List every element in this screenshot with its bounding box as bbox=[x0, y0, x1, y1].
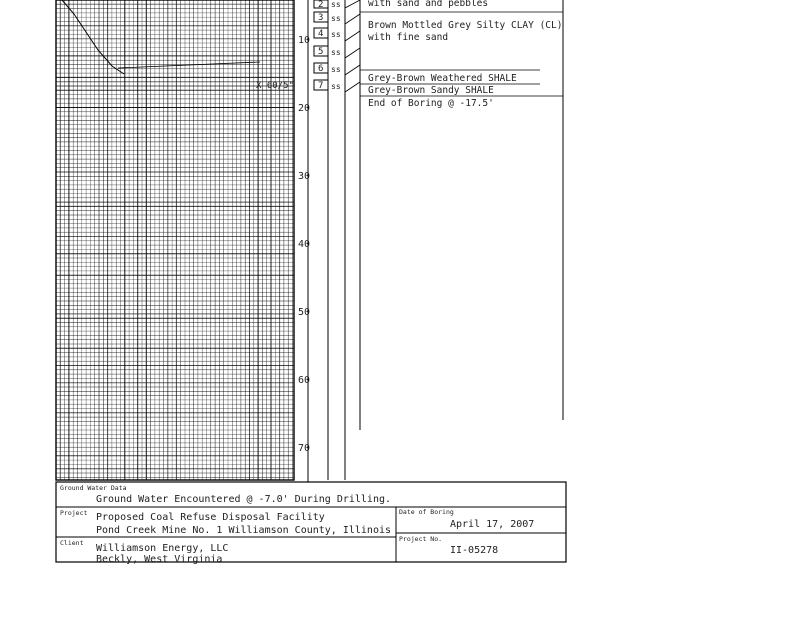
sample-type: ss bbox=[331, 30, 341, 39]
depth-tick: 30 bbox=[298, 171, 311, 182]
sample-number: 3 bbox=[318, 13, 324, 23]
sample-number: 6 bbox=[318, 64, 324, 74]
sample-type: ss bbox=[331, 14, 341, 23]
project-line-2: Pond Creek Mine No. 1 Williamson County, Illinois bbox=[96, 525, 392, 536]
depth-tick: 50 bbox=[298, 307, 311, 318]
client-line-2: Beckly, West Virginia bbox=[96, 554, 223, 565]
project-no-label: Project No. bbox=[399, 535, 443, 543]
client-label: Client bbox=[60, 539, 84, 547]
project-label: Project bbox=[60, 509, 88, 517]
plot-trace bbox=[62, 0, 124, 74]
date-value: April 17, 2007 bbox=[450, 519, 535, 530]
plot-grid bbox=[56, 0, 294, 480]
depth-tick: 70 bbox=[298, 443, 311, 454]
strata-description: with sand and pebbles bbox=[368, 0, 489, 9]
plot-annotation: X 60/5" bbox=[256, 81, 294, 91]
strata-description: Brown Mottled Grey Silty CLAY (CL) bbox=[368, 20, 563, 31]
sample-type: ss bbox=[331, 82, 341, 91]
sample-number: 4 bbox=[318, 29, 324, 39]
strata-description: Grey-Brown Sandy SHALE bbox=[368, 85, 494, 96]
strata-description: End of Boring @ -17.5' bbox=[368, 98, 494, 109]
sample-number: 5 bbox=[318, 47, 324, 57]
project-line-1: Proposed Coal Refuse Disposal Facility bbox=[96, 512, 325, 523]
depth-tick: 10 bbox=[298, 35, 311, 46]
sample-type: ss bbox=[331, 65, 341, 74]
ground-water-label: Ground Water Data bbox=[60, 484, 127, 492]
sample-type: ss bbox=[331, 48, 341, 57]
strata-description: with fine sand bbox=[368, 32, 449, 43]
sample-number: 7 bbox=[318, 81, 324, 91]
ground-water-text: Ground Water Encountered @ -7.0' During Drilling. bbox=[96, 494, 392, 505]
depth-tick: 20 bbox=[298, 103, 311, 114]
project-no-value: II-05278 bbox=[450, 545, 499, 556]
depth-tick: 40 bbox=[298, 239, 311, 250]
client-line-1: Williamson Energy, LLC bbox=[96, 543, 229, 554]
sample-type: ss bbox=[331, 0, 341, 9]
title-block bbox=[56, 482, 566, 565]
plot-line bbox=[118, 62, 260, 68]
strata-description: Grey-Brown Weathered SHALE bbox=[368, 73, 517, 84]
sample-number: 2 bbox=[318, 0, 324, 10]
date-label: Date of Boring bbox=[399, 508, 454, 516]
sample-rows bbox=[314, 0, 360, 92]
depth-tick: 60 bbox=[298, 375, 311, 386]
